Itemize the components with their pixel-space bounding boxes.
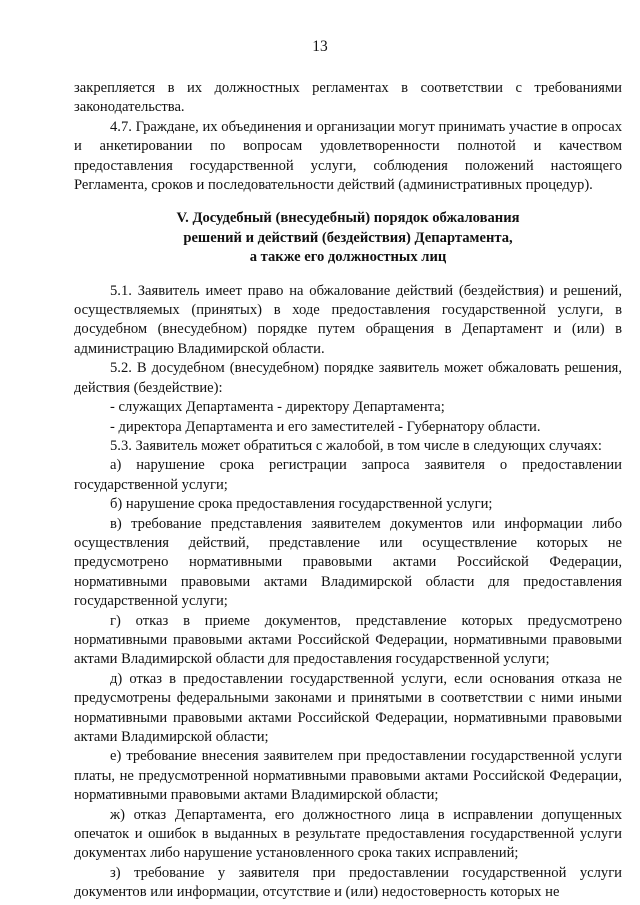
list-item-b: б) нарушение срока предоставления государственной услуги; — [110, 496, 493, 513]
list-item-e: е) требование внесения заявителем при предоставлении государственной услуги платы, не предусмотренной нормативными правовыми актами Российской Федерации, нормативными правовыми актами Владимирской области; — [74, 748, 622, 804]
paragraph-5-1: 5.1. Заявитель имеет право на обжалование действий (бездействия) и решений, осуществляемых (принятых) в ходе предоставления государственной услуги, в досудебном (внесудебном) порядке путем обращения в Департамент и (или) в администрацию Владимирской области. — [74, 282, 622, 357]
section-heading-line-2: решений и действий (бездействия) Департамента, — [183, 229, 513, 246]
document-body — [74, 79, 622, 903]
list-item-z: з) требование у заявителя при предоставлении государственной услуги документов или информации, отсутствие и (или) недостоверность которых не — [74, 864, 622, 901]
paragraph-5-2: 5.2. В досудебном (внесудебном) порядке заявитель может обжаловать решения, действия (бездействие): — [74, 360, 622, 396]
paragraph-4-7: 4.7. Граждане, их объединения и организации могут принимать участие в опросах и анкетировании по вопросам удовлетворенности полнотой и качеством предоставления государственной услуги, соблюдения положений настоящего Регламента, сроков и последовательности действий (административных процедур). — [74, 118, 622, 194]
list-item-a: а) нарушение срока регистрации запроса заявителя о предоставлении государственной услуги; — [74, 457, 622, 493]
page-number: 13 — [312, 38, 328, 55]
list-item-v: в) требование представления заявителем документов или информации либо осуществления действий, представление или осуществление которых не предусмотрено нормативными правовыми актами Российской Федерации, нормативными правовыми актами Владимирской области для предоставления государственной услуги; — [74, 515, 622, 610]
list-item-g: г) отказ в приеме документов, представление которых предусмотрено нормативными правовыми актами Российской Федерации, нормативными правовыми актами Владимирской области для предоставления государственной услуги; — [74, 612, 622, 668]
list-item-zh: ж) отказ Департамента, его должностного лица в исправлении допущенных опечаток и ошибок в выданных в результате предоставления государственной услуги документах либо нарушение установленного срока таких исправлений; — [74, 806, 622, 862]
paragraph-continuation: закрепляется в их должностных регламентах в соответствии с требованиями законодательства. — [74, 80, 622, 116]
section-heading — [74, 209, 622, 267]
section-heading-line-3: а также его должностных лиц — [249, 249, 447, 266]
section-heading-line-1: V. Досудебный (внесудебный) порядок обжалования — [176, 210, 520, 227]
list-item-employees: - служащих Департамента - директору Департамента; — [110, 399, 445, 416]
list-item-d: д) отказ в предоставлении государственной услуги, если основания отказа не предусмотрены федеральными законами и принятыми в соответствии с ними иными нормативными правовыми актами Российской Федерации, нормативными правовыми актами Владимирской области; — [74, 670, 622, 745]
list-item-director: - директора Департамента и его заместителей - Губернатору области. — [110, 418, 541, 435]
paragraph-5-3: 5.3. Заявитель может обратиться с жалобой, в том числе в следующих случаях: — [110, 437, 602, 454]
